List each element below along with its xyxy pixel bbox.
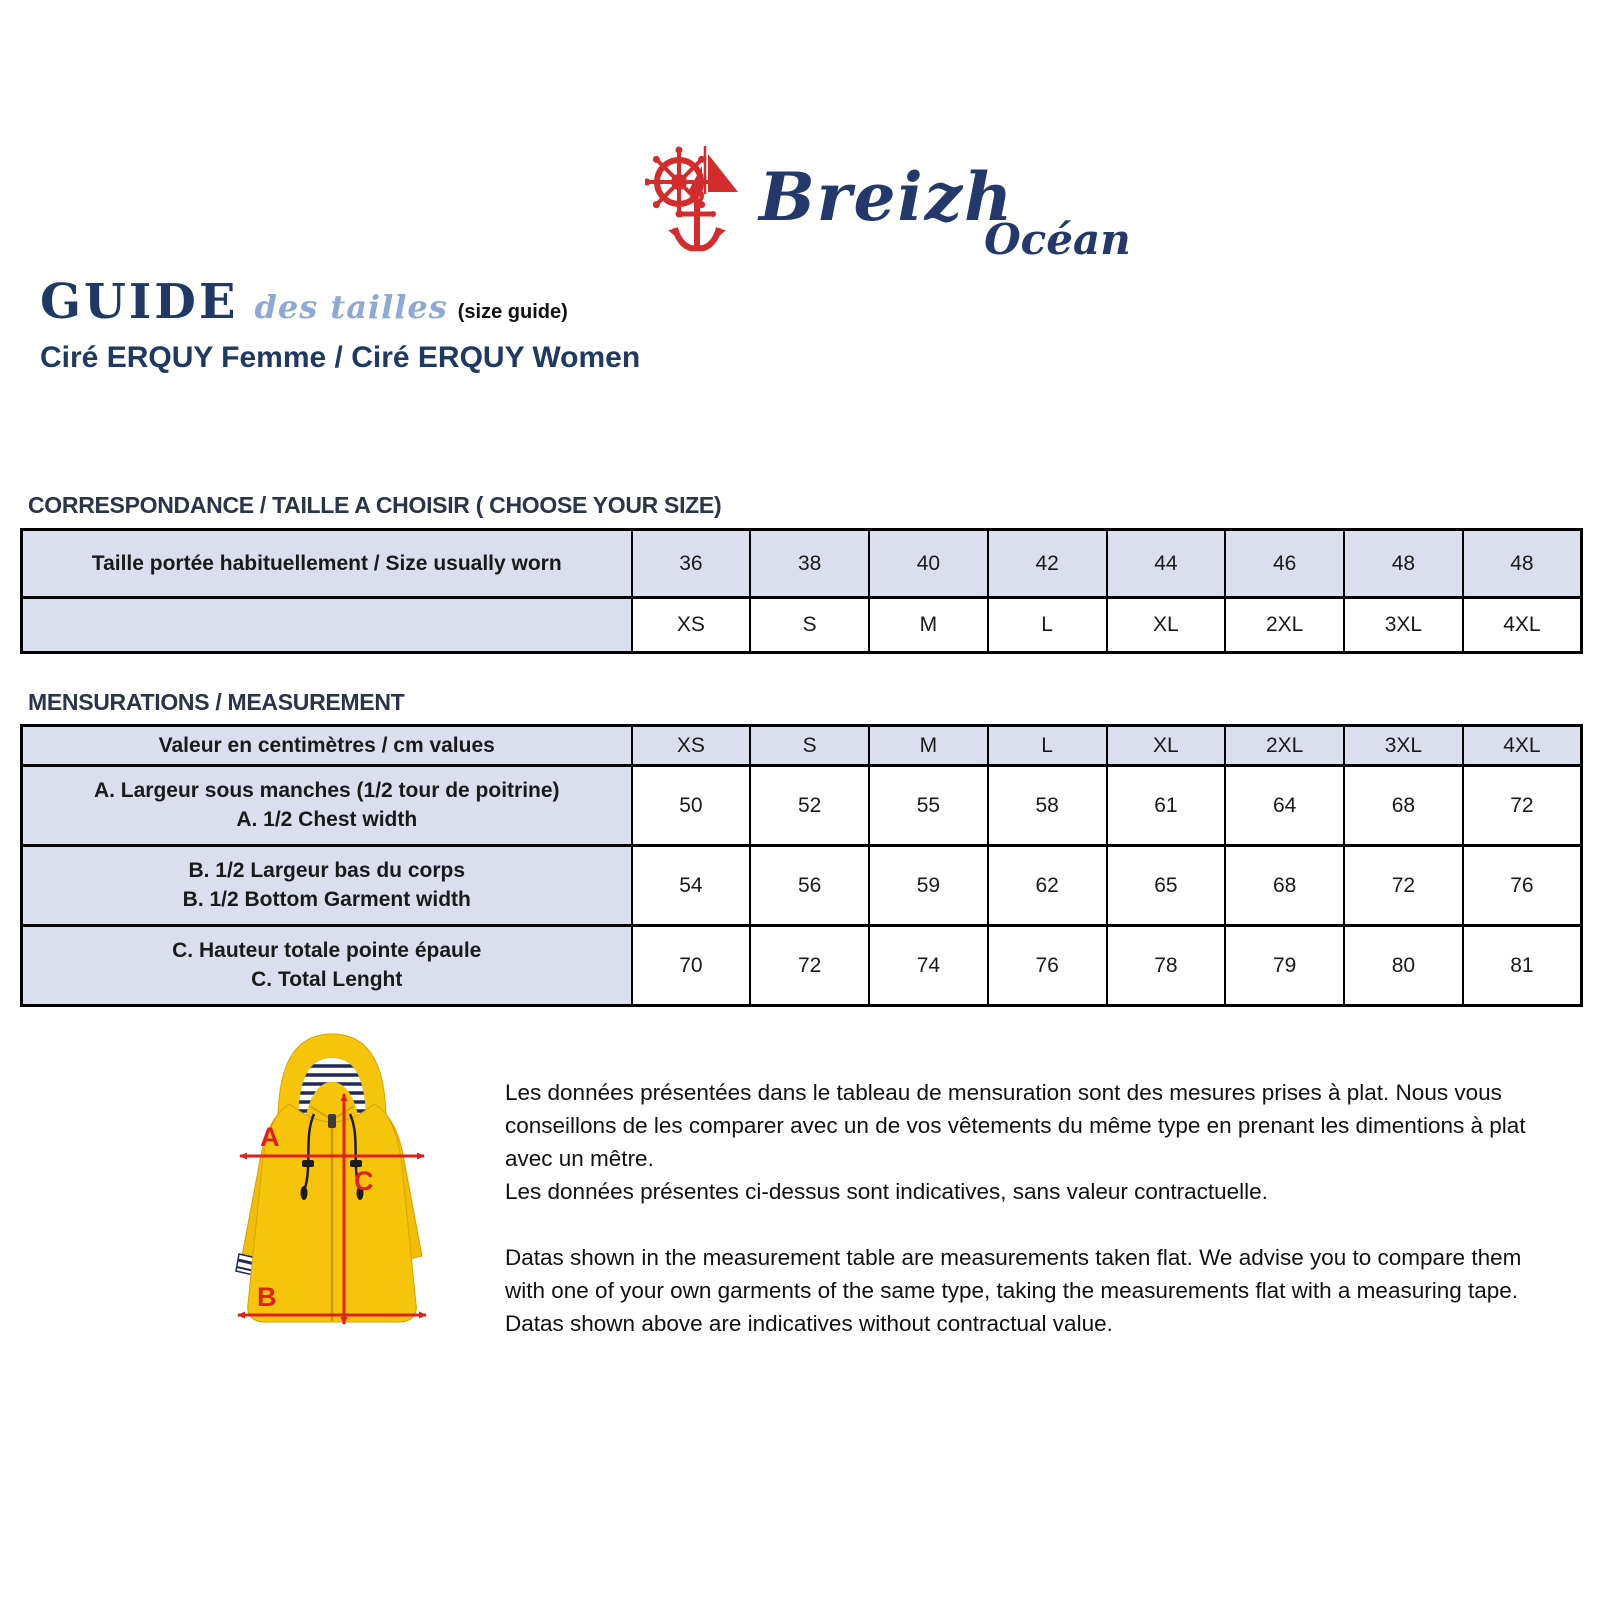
table-row-total-length [22,926,1582,1006]
value-cell: 68 [1344,766,1463,846]
size-worn-cell: 48 [1463,530,1582,598]
guide-subtitle-fr: des tailles [254,288,448,326]
size-code-cell: L [988,598,1107,653]
note-en-disclaimer: Datas shown above are indicatives without contractual value. [505,1311,1113,1336]
size-worn-cell: 40 [869,530,988,598]
size-code-header: 2XL [1225,726,1344,766]
value-cell: 72 [1463,766,1582,846]
table-row-bottom-width [22,846,1582,926]
measurement-label: C. Hauteur totale pointe épaule C. Total Lenght [22,926,632,1006]
value-cell: 62 [988,846,1107,926]
correspondence-table [20,528,1583,654]
value-cell: 70 [632,926,751,1006]
value-cell: 74 [869,926,988,1006]
size-code-cell: M [869,598,988,653]
size-code-cell: 4XL [1463,598,1582,653]
size-code-header: L [988,726,1107,766]
value-cell: 54 [632,846,751,926]
note-fr-disclaimer: Les données présentes ci-dessus sont indicatives, sans valeur contractuelle. [505,1179,1268,1204]
table-header-row [22,726,1582,766]
size-worn-cell: 46 [1225,530,1344,598]
size-code-cell: 3XL [1344,598,1463,653]
ship-wheel-anchor-sailboat-icon [645,140,745,260]
value-cell: 81 [1463,926,1582,1006]
size-code-cell: 2XL [1225,598,1344,653]
value-cell: 64 [1225,766,1344,846]
row-label-size-worn: Taille portée habituellement / Size usually worn [22,530,632,598]
size-worn-cell: 38 [750,530,869,598]
label-C: C [354,1166,374,1196]
table-row [22,598,1582,653]
size-code-cell: S [750,598,869,653]
size-code-cell: XL [1107,598,1226,653]
value-cell: 56 [750,846,869,926]
measurement-label: B. 1/2 Largeur bas du corps B. 1/2 Bottom Garment width [22,846,632,926]
measurements-table [20,724,1583,1007]
measurement-notes [505,1076,1550,1340]
size-code-header: XL [1107,726,1226,766]
value-cell: 55 [869,766,988,846]
brand-logo [645,140,1161,264]
size-code-header: 3XL [1344,726,1463,766]
brand-wordmark [759,158,1161,264]
size-code-header: XS [632,726,751,766]
value-cell: 59 [869,846,988,926]
empty-cell [22,598,632,653]
value-cell: 72 [1344,846,1463,926]
zipper-pull [328,1114,336,1128]
value-cell: 58 [988,766,1107,846]
value-cell: 65 [1107,846,1226,926]
guide-heading [40,274,568,330]
size-code-header: S [750,726,869,766]
header-label-cm-values: Valeur en centimètres / cm values [22,726,632,766]
measurement-label: A. Largeur sous manches (1/2 tour de poitrine) A. 1/2 Chest width [22,766,632,846]
guide-title: GUIDE [40,274,239,330]
value-cell: 76 [988,926,1107,1006]
note-fr-paragraph: Les données présentées dans le tableau de mensuration sont des mesures prises à plat. Nous vous conseillons de les comparer avec un de vos vêtements du même type en prenant les dimentions à plat avec un mêtre. [505,1080,1526,1171]
table-row [22,530,1582,598]
size-worn-cell: 42 [988,530,1107,598]
guide-subtitle-en: (size guide) [457,301,568,323]
size-worn-cell: 36 [632,530,751,598]
product-title: Ciré ERQUY Femme / Ciré ERQUY Women [40,341,641,374]
size-code-header: M [869,726,988,766]
raincoat-measurement-diagram [182,1018,482,1340]
value-cell: 79 [1225,926,1344,1006]
brand-name-breizh: Breizh [759,158,1015,236]
table-row-chest-width [22,766,1582,846]
value-cell: 72 [750,926,869,1006]
brand-name-ocean: Océan [984,215,1131,264]
size-code-header: 4XL [1463,726,1582,766]
label-A: A [260,1122,280,1152]
value-cell: 50 [632,766,751,846]
value-cell: 78 [1107,926,1226,1006]
value-cell: 61 [1107,766,1226,846]
measurements-heading: MENSURATIONS / MEASUREMENT [28,689,405,715]
correspondence-heading: CORRESPONDANCE / TAILLE A CHOISIR ( CHOOSE YOUR SIZE) [28,492,722,518]
size-worn-cell: 48 [1344,530,1463,598]
label-B: B [257,1282,277,1312]
note-en-paragraph: Datas shown in the measurement table are measurements taken flat. We advise you to compare them with one of your own garments of the same type, taking the measurements flat with a measuring tape. [505,1245,1522,1303]
value-cell: 80 [1344,926,1463,1006]
value-cell: 52 [750,766,869,846]
size-code-cell: XS [632,598,751,653]
size-worn-cell: 44 [1107,530,1226,598]
value-cell: 68 [1225,846,1344,926]
value-cell: 76 [1463,846,1582,926]
